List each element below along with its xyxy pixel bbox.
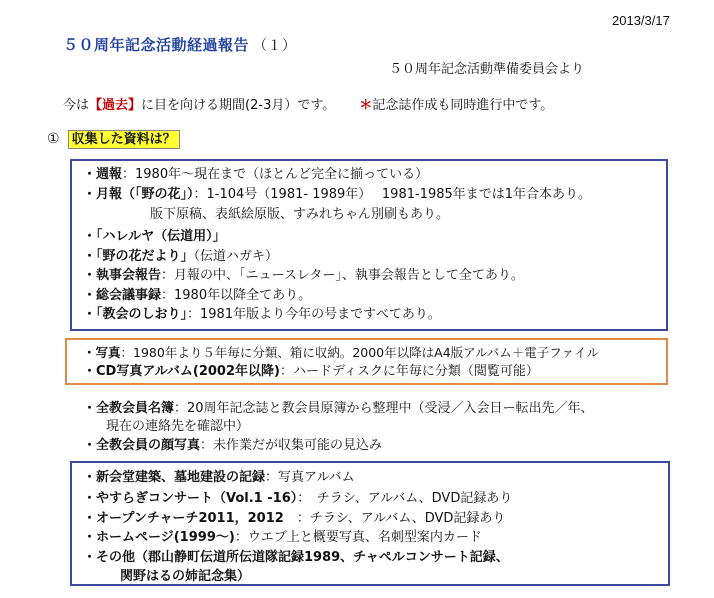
free-line-3-label: ・全教会員の顔写真 bbox=[83, 438, 201, 453]
b2-line-1-label: ・写真 bbox=[83, 345, 121, 360]
b1-line-8 bbox=[83, 306, 441, 323]
b1-line-5-text: （伝道ハガキ） bbox=[193, 249, 279, 264]
b1-line-7 bbox=[83, 287, 311, 304]
b1-line-5 bbox=[83, 248, 278, 265]
b3-line-3-label: ・オープンチャーチ2011，2012 bbox=[83, 511, 284, 526]
b3-line-6-label: 関野はるの姉記念集） bbox=[120, 569, 251, 584]
b1-line-8-label: ・「教会のしおり」 bbox=[83, 307, 188, 322]
b3-line-5-label: ・その他（郡山静町伝道所伝道隊記録1989、チャペルコンサート記録、 bbox=[83, 550, 509, 565]
b1-line-1-label: ・週報 bbox=[83, 167, 123, 182]
b3-line-1-text: ：写真アルバム bbox=[265, 470, 355, 485]
b1-line-6 bbox=[83, 267, 524, 284]
intro-line bbox=[63, 94, 553, 113]
b1-line-4 bbox=[83, 228, 226, 245]
b3-line-4-label: ・ホームページ(1999〜) bbox=[83, 530, 235, 545]
b3-line-2 bbox=[83, 490, 512, 507]
b1-line-6-text: ：月報の中、「ニュースレター」、執事会報告として全てあり。 bbox=[161, 268, 524, 283]
intro-bracket: 【過去】 bbox=[89, 98, 142, 113]
free-line-3-text: ：未作業だが収集可能の見込み bbox=[200, 438, 383, 453]
b3-line-3-text: ：チラシ、アルバム、DVD記録あり bbox=[283, 511, 506, 526]
b2-line-2 bbox=[83, 363, 539, 380]
b1-line-5-label: ・「野の花だより」 bbox=[83, 249, 194, 264]
b3-line-1-label: ・新会堂建築、墓地建設の記録 bbox=[83, 470, 266, 485]
b1-line-2-text: ：1-104号（1981‐ 1989年） 1981-1985年までは1年合本あり。 bbox=[193, 187, 592, 202]
intro-note-mark: ＊ bbox=[359, 98, 373, 113]
b1-line-8-text: ：1981年版より今年の号まですべてあり。 bbox=[187, 307, 441, 322]
b1-line-7-text: ：1980年以降全てあり。 bbox=[161, 288, 312, 303]
b3-line-6 bbox=[120, 568, 250, 585]
report-title-number: （１） bbox=[253, 38, 297, 54]
free-line-1-label: ・全教会員名簿 bbox=[83, 401, 175, 416]
b3-line-5 bbox=[83, 549, 509, 566]
b1-line-4-label: ・「ハレルヤ（伝道用）」 bbox=[83, 229, 226, 244]
free-line-1-text: ：20周年記念誌と教会員原簿から整理中（受浸／入会日ー転出先／年、 bbox=[174, 401, 594, 416]
b3-line-4 bbox=[83, 529, 482, 546]
b1-line-2-label: ・月報（「野の花」） bbox=[83, 187, 194, 202]
report-date: 2013/3/17 bbox=[612, 13, 670, 28]
intro-middle: に目を向ける期間(2-3月）です。 bbox=[141, 98, 336, 113]
section-heading-text: 収集した資料は？ bbox=[68, 130, 180, 149]
free-line-3 bbox=[83, 437, 382, 454]
section-heading bbox=[47, 128, 180, 147]
free-line-2-text: 現在の連絡先を確認中） bbox=[106, 419, 250, 434]
b1-line-6-label: ・執事会報告 bbox=[83, 268, 162, 283]
b2-line-2-text: ：ハードディスクに年毎に分類（閲覧可能） bbox=[279, 364, 539, 379]
b1-line-7-label: ・総会議事録 bbox=[83, 288, 162, 303]
b1-line-1 bbox=[83, 166, 428, 183]
report-from: ５０周年記念活動準備委員会より bbox=[389, 62, 585, 77]
intro-note: 記念誌作成も同時進行中です。 bbox=[372, 98, 554, 113]
b1-line-1-text: ：1980年〜現在まで（ほとんど完全に揃っている） bbox=[122, 167, 429, 182]
b3-line-1 bbox=[83, 469, 355, 486]
b2-line-1 bbox=[83, 344, 599, 361]
b3-line-4-text: ：ウエブ上と概要写真、名刺型案内カード bbox=[234, 530, 482, 545]
report-title-text: ５０周年記念活動経過報告 bbox=[63, 36, 250, 54]
b2-line-2-label: ・CD写真アルバム(2002年以降) bbox=[83, 364, 280, 379]
b3-line-2-text: ： チラシ、アルバム、DVD記録あり bbox=[297, 491, 513, 506]
intro-prefix: 今は bbox=[63, 98, 90, 113]
b1-line-2 bbox=[83, 186, 591, 203]
free-line-1 bbox=[83, 400, 594, 417]
b3-line-3 bbox=[83, 510, 505, 527]
b1-line-3 bbox=[150, 206, 449, 223]
section-number: ① bbox=[47, 131, 60, 147]
report-title bbox=[63, 34, 297, 55]
b3-line-2-label: ・やすらぎコンサート（Vol.1 -16） bbox=[83, 491, 298, 506]
b1-line-3-text: 版下原稿、表紙絵原版、すみれちゃん別刷もあり。 bbox=[150, 207, 450, 222]
free-line-2 bbox=[106, 418, 249, 435]
b2-line-1-text: ：1980年より５年毎に分類、箱に収納。2000年以降はA4版アルバム＋電子ファイル bbox=[120, 345, 600, 360]
